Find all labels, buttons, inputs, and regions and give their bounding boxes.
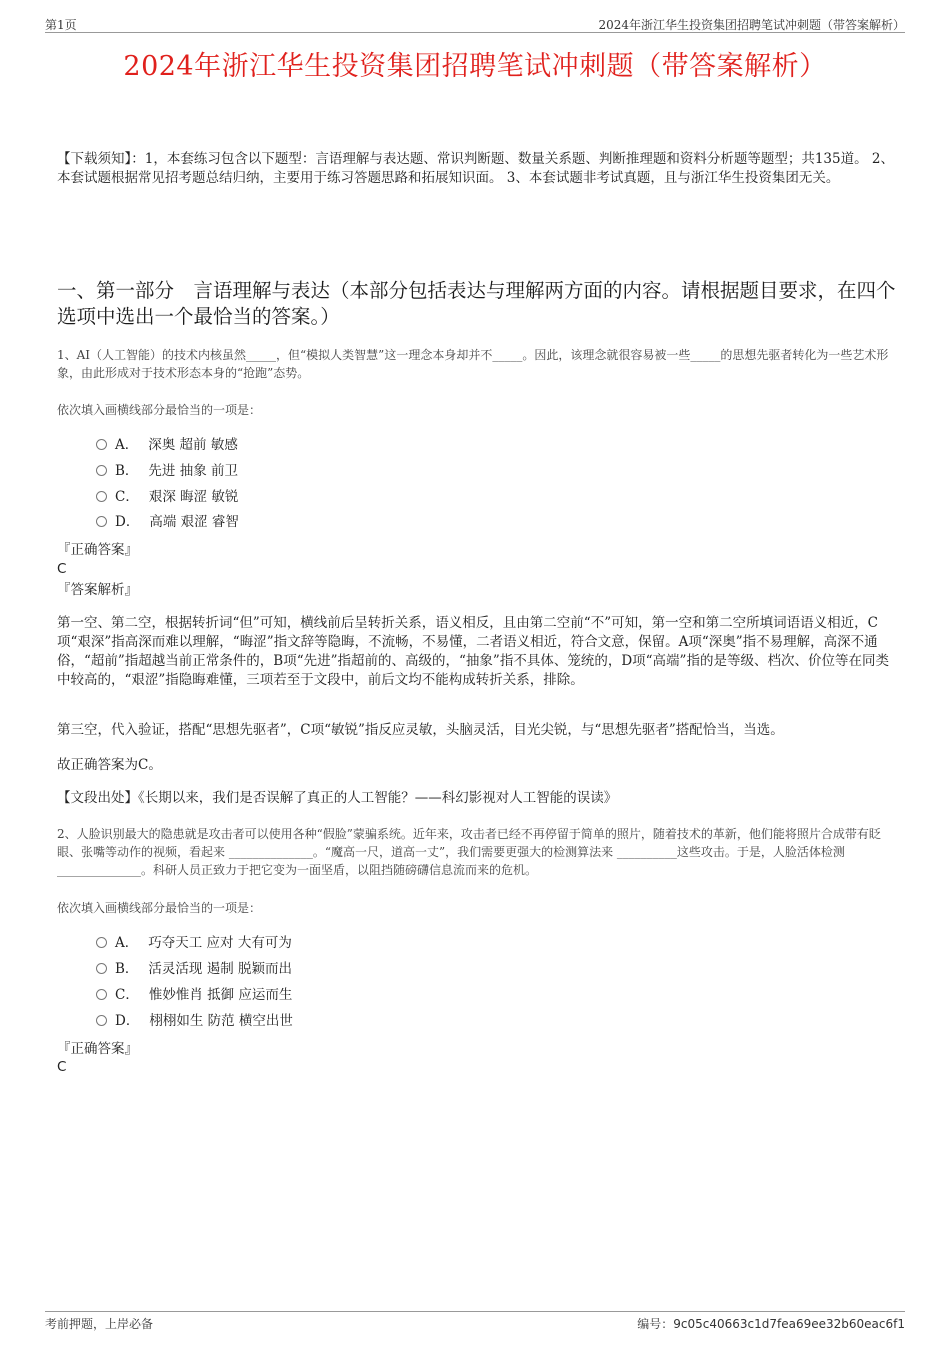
- question-1-instruction: 依次填入画横线部分最恰当的一项是：: [57, 403, 262, 417]
- header-doc-title: 2024年浙江华生投资集团招聘笔试冲刺题（带答案解析）: [598, 18, 905, 32]
- question-2-option-b[interactable]: B． 活灵活现 遏制 脱颖而出: [96, 959, 292, 979]
- question-1-option-d[interactable]: D． 高端 艰涩 睿智: [96, 512, 239, 532]
- question-2-answer-label: 『正确答案』: [57, 1041, 138, 1057]
- question-1-source: 【文段出处】《长期以来，我们是否误解了真正的人工智能？——科幻影视对人工智能的误读》: [57, 790, 618, 806]
- question-1-analysis-para-1: 第一空、第二空，根据转折词“但”可知，横线前后呈转折关系，语义相反，且由第二空前“不”可知，第一空和第二空所填词语语义相近，C项“艰深”指高深而难以理解，“晦涩”指文辞等隐晦，不流畅，不易懂，二者语义相近，符合文意，保留。A项“深奥”指不易理解，高深不通俗，“超前”指超越当前正常条件的，B项“先进”指超前的、高级的，“抽象”指不具体、笼统的，D项“高端”指的是等级、档次、价位等在同类中较高的，“艰涩”指隐晦难懂，三项若至于文段中，前后文均不能构成转折关系，排除。: [57, 615, 889, 688]
- question-1-analysis-para-3: 故正确答案为C。: [57, 757, 162, 773]
- page-number: 第1页: [45, 18, 77, 32]
- question-2-option-d[interactable]: D． 栩栩如生 防范 横空出世: [96, 1011, 293, 1031]
- document-title: 2024年浙江华生投资集团招聘笔试冲刺题（带答案解析）: [123, 51, 827, 82]
- question-2-stem: 2、人脸识别最大的隐患就是攻击者可以使用各种“假脸”蒙骗系统。近年来，攻击者已经不再停留于简单的照片，随着技术的革新，他们能将照片合成带有眨眼、张嘴等动作的视频，看起来 ______________。“魔高一尺，道高一丈”，我们需要更强大的检测算法来 __________这些攻击。于是，人脸活体检测 ______________。科研人员正致力于把它变为一面坚盾，以阻挡随磅礴信息流而来的危机。: [57, 827, 881, 877]
- question-1-analysis-para-2: 第三空，代入验证，搭配“思想先驱者”，C项“敏锐”指反应灵敏，头脑灵活，目光尖锐，与“思想先驱者”搭配恰当，当选。: [57, 722, 784, 738]
- footer-code: 编号：9c05c40663c1d7fea69ee32b60eac6f1: [637, 1317, 905, 1331]
- radio-icon[interactable]: [96, 439, 107, 450]
- question-2-answer: C: [57, 1059, 67, 1075]
- question-1-stem: 1、AI（人工智能）的技术内核虽然_____，但“模拟人类智慧”这一理念本身却并不_____。因此，该理念就很容易被一些_____的思想先驱者转化为一些艺术形象，由此形成对于技术形态本身的“抢跑”态势。: [57, 348, 889, 380]
- radio-icon[interactable]: [96, 1015, 107, 1026]
- page-header: [45, 14, 905, 33]
- question-1-option-a[interactable]: A． 深奥 超前 敏感: [96, 435, 238, 455]
- radio-icon[interactable]: [96, 465, 107, 476]
- question-1-analysis-label: 『答案解析』: [57, 582, 138, 598]
- radio-icon[interactable]: [96, 989, 107, 1000]
- question-2-option-a[interactable]: A． 巧夺天工 应对 大有可为: [96, 933, 292, 953]
- radio-icon[interactable]: [96, 937, 107, 948]
- question-1-answer: C: [57, 561, 67, 577]
- radio-icon[interactable]: [96, 491, 107, 502]
- question-1-answer-label: 『正确答案』: [57, 542, 138, 558]
- download-notice: 【下载须知】：1，本套练习包含以下题型：言语理解与表达题、常识判断题、数量关系题、判断推理题和资料分析题等题型；共135道。 2、本套试题根据常见招考题总结归纳，主要用于练习答题思路和拓展知识面。 3、本套试题非考试真题，且与浙江华生投资集团无关。: [57, 151, 894, 186]
- radio-icon[interactable]: [96, 963, 107, 974]
- footer-slogan: 考前押题，上岸必备: [45, 1317, 154, 1331]
- question-2-instruction: 依次填入画横线部分最恰当的一项是：: [57, 901, 262, 915]
- page-footer: [45, 1311, 905, 1332]
- question-2-option-c[interactable]: C． 惟妙惟肖 抵御 应运而生: [96, 985, 292, 1005]
- section-heading: 一、第一部分 言语理解与表达（本部分包括表达与理解两方面的内容。请根据题目要求，在四个选项中选出一个最恰当的答案。）: [57, 279, 896, 328]
- question-1-option-b[interactable]: B． 先进 抽象 前卫: [96, 461, 238, 481]
- radio-icon[interactable]: [96, 516, 107, 527]
- question-1-option-c[interactable]: C． 艰深 晦涩 敏锐: [96, 487, 238, 507]
